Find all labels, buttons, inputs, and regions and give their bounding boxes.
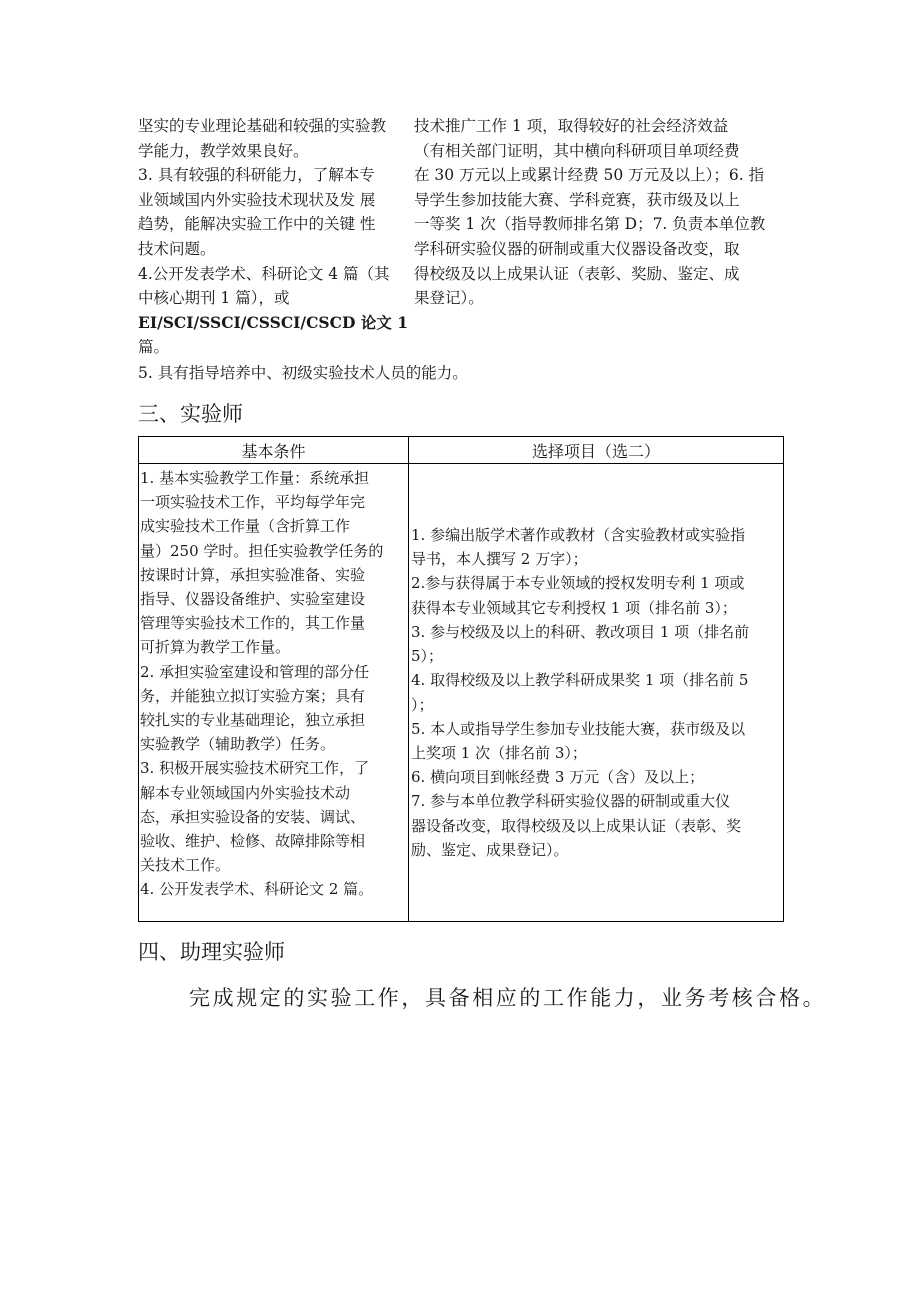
cell-line: 实验教学（辅助教学）任务。 xyxy=(140,735,336,754)
top-right-column xyxy=(414,114,784,311)
text-line: 技术问题。 xyxy=(138,239,216,258)
table-header-row xyxy=(139,437,784,464)
cell-line: 按课时计算，承担实验准备、实验 xyxy=(140,565,366,584)
text-line: 学科研实验仪器的研制或重大仪器设备改变，取 xyxy=(414,239,740,258)
text-line: EI/SCI/SSCI/CSSCI/CSCD 论文 1 xyxy=(138,312,408,332)
top-left-column xyxy=(138,114,412,360)
optional-items-cell xyxy=(409,464,784,922)
cell-line: 量）250 学时。担任实验教学任务的 xyxy=(140,541,384,560)
cell-line: 4. 公开发表学术、科研论文 2 篇。 xyxy=(140,880,374,899)
text-line: 3. 具有较强的科研能力，了解本专 xyxy=(138,166,375,185)
text-line: 一等奖 1 次（指导教师排名第 D；7. 负责本单位教 xyxy=(414,215,766,234)
cell-line: 管理等实验技术工作的，其工作量 xyxy=(140,614,366,633)
text-line: （有相关部门证明，其中横向科研项目单项经费 xyxy=(414,141,740,160)
text-line: 果登记）。 xyxy=(414,289,484,308)
cell-line: 解本专业领域国内外实验技术动 xyxy=(140,783,351,802)
cell-line: 可折算为教学工作量。 xyxy=(140,638,291,657)
text-line: 导学生参加技能大赛、学科竞赛，获市级及以上 xyxy=(414,190,740,209)
cell-line: 关技术工作。 xyxy=(140,856,231,875)
text-line: 业领域国内外实验技术现状及发 展 xyxy=(138,190,376,209)
assistant-requirement-text: 完成规定的实验工作，具备相应的工作能力，业务考核合格。 xyxy=(189,986,827,1010)
cell-line: 3. 积极开展实验技术研究工作，了 xyxy=(140,759,370,778)
basic-conditions-cell xyxy=(139,464,409,922)
cell-line: 4. 取得校级及以上教学科研成果奖 1 项（排名前 5 xyxy=(411,671,749,690)
cell-line: 验收、维护、检修、故障排除等相 xyxy=(140,832,366,851)
cell-line: 务，并能独立拟订实验方案；具有 xyxy=(140,686,366,705)
cell-line: 5）； xyxy=(411,647,444,666)
cell-line: 器设备改变，取得校级及以上成果认证（表彰、奖 xyxy=(411,816,742,835)
text-line: 得校级及以上成果认证（表彰、奖励、鉴定、成 xyxy=(414,264,740,283)
cell-line: 1. 参编出版学术著作或教材（含实验教材或实验指 xyxy=(411,526,746,545)
text-line: 在 30 万元以上或累计经费 50 万元及以上）；6. 指 xyxy=(414,166,765,185)
text-line: 4.公开发表学术、科研论文 4 篇（其 xyxy=(138,264,390,283)
cell-line: 7. 参与本单位教学科研实验仪器的研制或重大仪 xyxy=(411,792,731,811)
cell-line: 成实验技术工作量（含折算工作 xyxy=(140,517,351,536)
section-heading-assistant-lab-technician: 四、助理实验师 xyxy=(138,940,285,964)
cell-line: 励、鉴定、成果登记）。 xyxy=(411,840,569,859)
cell-line: ）； xyxy=(411,695,434,714)
cell-line: 5. 本人或指导学生参加专业技能大赛，获市级及以 xyxy=(411,719,746,738)
cell-line: 3. 参与校级及以上的科研、教改项目 1 项（排名前 xyxy=(411,622,750,641)
section-heading-lab-technician: 三、实验师 xyxy=(138,402,243,426)
table-body-row xyxy=(139,464,784,922)
cell-line: 上奖项 1 次（排名前 3）； xyxy=(411,743,587,762)
text-line: 技术推广工作 1 项，取得较好的社会经济效益 xyxy=(414,117,729,135)
full-width-line: 5. 具有指导培养中、初级实验技术人员的能力。 xyxy=(138,364,468,382)
cell-line: 一项实验技术工作，平均每学年完 xyxy=(140,493,366,512)
header-optional-items: 选择项目（选二） xyxy=(409,437,784,464)
cell-line: 2.参与获得属于本专业领域的授权发明专利 1 项或 xyxy=(411,574,745,593)
cell-line: 获得本专业领域其它专利授权 1 项（排名前 3）； xyxy=(411,598,737,617)
cell-line: 2. 承担实验室建设和管理的部分任 xyxy=(140,662,370,681)
header-basic-conditions: 基本条件 xyxy=(139,437,409,464)
cell-line: 1. 基本实验教学工作量：系统承担 xyxy=(140,469,370,487)
text-line: 趋势，能解决实验工作中的关键 性 xyxy=(138,215,376,234)
requirements-table xyxy=(138,436,784,922)
text-line: 篇。 xyxy=(138,338,170,357)
cell-line: 指导、仪器设备维护、实验室建设 xyxy=(140,590,366,609)
text-line: 中核心期刊 1 篇），或 xyxy=(138,289,290,308)
cell-line: 6. 横向项目到帐经费 3 万元（含）及以上； xyxy=(411,768,705,787)
cell-line: 态，承担实验设备的安装、调试、 xyxy=(140,807,366,826)
text-line: 学能力，教学效果良好。 xyxy=(138,141,309,160)
cell-line: 导书，本人撰写 2 万字）； xyxy=(411,550,588,569)
text-line: 坚实的专业理论基础和较强的实验教 xyxy=(138,117,387,135)
cell-line: 较扎实的专业基础理论，独立承担 xyxy=(140,711,366,730)
